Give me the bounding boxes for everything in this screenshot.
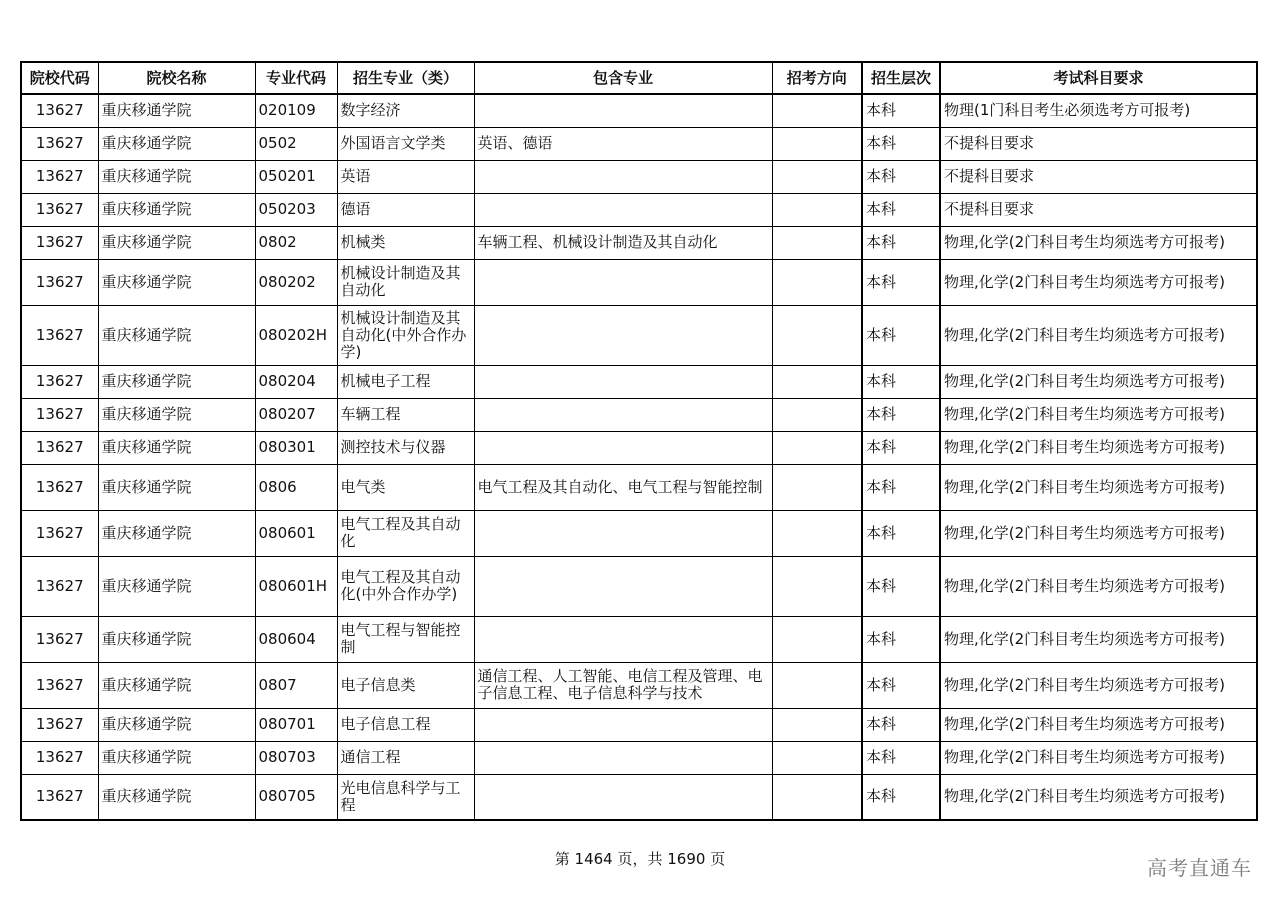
cell-school-name: 重庆移通学院 — [98, 226, 255, 259]
cell-school-name: 重庆移通学院 — [98, 616, 255, 662]
cell-subject-requirement: 物理,化学(2门科目考生均须选考方可报考) — [940, 259, 1257, 305]
cell-direction — [772, 556, 862, 616]
cell-school-code: 13627 — [21, 365, 98, 398]
table-row — [21, 556, 1257, 616]
cell-included-majors — [474, 510, 772, 556]
cell-major: 通信工程 — [337, 741, 474, 774]
cell-direction — [772, 398, 862, 431]
cell-level: 本科 — [862, 708, 940, 741]
cell-school-name: 重庆移通学院 — [98, 431, 255, 464]
header-major-code: 专业代码 — [255, 62, 337, 94]
header-subject-requirement: 考试科目要求 — [940, 62, 1257, 94]
cell-included-majors — [474, 708, 772, 741]
cell-level: 本科 — [862, 398, 940, 431]
cell-direction — [772, 708, 862, 741]
cell-direction — [772, 127, 862, 160]
cell-school-name: 重庆移通学院 — [98, 94, 255, 127]
cell-included-majors — [474, 259, 772, 305]
cell-level: 本科 — [862, 616, 940, 662]
cell-level: 本科 — [862, 305, 940, 365]
cell-direction — [772, 616, 862, 662]
cell-school-code: 13627 — [21, 305, 98, 365]
table-row — [21, 464, 1257, 510]
header-level: 招生层次 — [862, 62, 940, 94]
cell-major-code: 080705 — [255, 774, 337, 820]
cell-level: 本科 — [862, 160, 940, 193]
cell-major: 机械电子工程 — [337, 365, 474, 398]
cell-major-code: 080604 — [255, 616, 337, 662]
table-row — [21, 431, 1257, 464]
cell-direction — [772, 741, 862, 774]
cell-school-name: 重庆移通学院 — [98, 741, 255, 774]
cell-direction — [772, 160, 862, 193]
cell-school-name: 重庆移通学院 — [98, 193, 255, 226]
table-row — [21, 398, 1257, 431]
page-number-footer: 第 1464 页，共 1690 页 — [554, 850, 726, 868]
cell-school-code: 13627 — [21, 510, 98, 556]
cell-level: 本科 — [862, 464, 940, 510]
cell-included-majors — [474, 616, 772, 662]
cell-direction — [772, 662, 862, 708]
table-row — [21, 662, 1257, 708]
cell-school-name: 重庆移通学院 — [98, 305, 255, 365]
cell-level: 本科 — [862, 556, 940, 616]
cell-school-code: 13627 — [21, 616, 98, 662]
table-row — [21, 259, 1257, 305]
cell-school-code: 13627 — [21, 556, 98, 616]
cell-subject-requirement: 不提科目要求 — [940, 193, 1257, 226]
cell-major: 机械设计制造及其自动化(中外合作办学) — [337, 305, 474, 365]
cell-direction — [772, 226, 862, 259]
cell-level: 本科 — [862, 365, 940, 398]
cell-included-majors — [474, 398, 772, 431]
cell-school-code: 13627 — [21, 398, 98, 431]
cell-major-code: 080202H — [255, 305, 337, 365]
cell-level: 本科 — [862, 774, 940, 820]
cell-school-name: 重庆移通学院 — [98, 160, 255, 193]
cell-subject-requirement: 物理,化学(2门科目考生均须选考方可报考) — [940, 431, 1257, 464]
cell-major: 电子信息类 — [337, 662, 474, 708]
cell-major: 测控技术与仪器 — [337, 431, 474, 464]
cell-included-majors — [474, 774, 772, 820]
cell-school-name: 重庆移通学院 — [98, 708, 255, 741]
table-row — [21, 774, 1257, 820]
cell-subject-requirement: 物理,化学(2门科目考生均须选考方可报考) — [940, 774, 1257, 820]
table-row — [21, 365, 1257, 398]
cell-major: 数字经济 — [337, 94, 474, 127]
table-row — [21, 94, 1257, 127]
cell-school-name: 重庆移通学院 — [98, 510, 255, 556]
cell-subject-requirement: 不提科目要求 — [940, 127, 1257, 160]
cell-direction — [772, 259, 862, 305]
cell-school-name: 重庆移通学院 — [98, 662, 255, 708]
table-header-row — [21, 62, 1257, 94]
cell-major-code: 080703 — [255, 741, 337, 774]
cell-major: 德语 — [337, 193, 474, 226]
cell-direction — [772, 774, 862, 820]
cell-direction — [772, 193, 862, 226]
cell-major-code: 080701 — [255, 708, 337, 741]
cell-subject-requirement: 物理,化学(2门科目考生均须选考方可报考) — [940, 365, 1257, 398]
cell-major-code: 0802 — [255, 226, 337, 259]
header-direction: 招考方向 — [772, 62, 862, 94]
cell-school-code: 13627 — [21, 193, 98, 226]
cell-subject-requirement: 物理,化学(2门科目考生均须选考方可报考) — [940, 464, 1257, 510]
cell-major-code: 050203 — [255, 193, 337, 226]
cell-level: 本科 — [862, 193, 940, 226]
cell-level: 本科 — [862, 226, 940, 259]
table-row — [21, 510, 1257, 556]
cell-direction — [772, 510, 862, 556]
cell-included-majors — [474, 193, 772, 226]
cell-school-name: 重庆移通学院 — [98, 464, 255, 510]
cell-school-code: 13627 — [21, 708, 98, 741]
header-school-code: 院校代码 — [21, 62, 98, 94]
cell-school-code: 13627 — [21, 226, 98, 259]
header-major: 招生专业（类） — [337, 62, 474, 94]
table-row — [21, 741, 1257, 774]
table-row — [21, 127, 1257, 160]
cell-school-code: 13627 — [21, 464, 98, 510]
table-row — [21, 193, 1257, 226]
cell-major: 电子信息工程 — [337, 708, 474, 741]
cell-major-code: 080601H — [255, 556, 337, 616]
cell-included-majors — [474, 305, 772, 365]
cell-level: 本科 — [862, 259, 940, 305]
cell-subject-requirement: 不提科目要求 — [940, 160, 1257, 193]
cell-major: 光电信息科学与工程 — [337, 774, 474, 820]
header-included-majors: 包含专业 — [474, 62, 772, 94]
cell-level: 本科 — [862, 741, 940, 774]
cell-school-name: 重庆移通学院 — [98, 127, 255, 160]
cell-major-code: 080301 — [255, 431, 337, 464]
cell-direction — [772, 305, 862, 365]
admissions-table — [20, 61, 1258, 821]
cell-school-name: 重庆移通学院 — [98, 774, 255, 820]
cell-school-name: 重庆移通学院 — [98, 365, 255, 398]
cell-school-code: 13627 — [21, 94, 98, 127]
cell-major: 机械设计制造及其自动化 — [337, 259, 474, 305]
table-row — [21, 305, 1257, 365]
cell-subject-requirement: 物理(1门科目考生必须选考方可报考) — [940, 94, 1257, 127]
cell-included-majors: 通信工程、人工智能、电信工程及管理、电子信息工程、电子信息科学与技术 — [474, 662, 772, 708]
table-row — [21, 226, 1257, 259]
cell-school-code: 13627 — [21, 431, 98, 464]
cell-included-majors: 车辆工程、机械设计制造及其自动化 — [474, 226, 772, 259]
cell-direction — [772, 365, 862, 398]
cell-major: 车辆工程 — [337, 398, 474, 431]
cell-school-code: 13627 — [21, 662, 98, 708]
cell-included-majors — [474, 556, 772, 616]
cell-subject-requirement: 物理,化学(2门科目考生均须选考方可报考) — [940, 510, 1257, 556]
cell-major-code: 080207 — [255, 398, 337, 431]
cell-major: 机械类 — [337, 226, 474, 259]
cell-level: 本科 — [862, 510, 940, 556]
cell-included-majors — [474, 94, 772, 127]
header-school-name: 院校名称 — [98, 62, 255, 94]
cell-included-majors — [474, 160, 772, 193]
cell-direction — [772, 94, 862, 127]
cell-school-code: 13627 — [21, 774, 98, 820]
cell-school-name: 重庆移通学院 — [98, 259, 255, 305]
cell-major-code: 080202 — [255, 259, 337, 305]
cell-school-code: 13627 — [21, 160, 98, 193]
cell-direction — [772, 464, 862, 510]
table-row — [21, 708, 1257, 741]
table-row — [21, 160, 1257, 193]
cell-major-code: 050201 — [255, 160, 337, 193]
cell-major: 英语 — [337, 160, 474, 193]
cell-major: 电气工程及其自动化(中外合作办学) — [337, 556, 474, 616]
cell-major: 电气类 — [337, 464, 474, 510]
cell-major: 电气工程与智能控制 — [337, 616, 474, 662]
cell-included-majors: 电气工程及其自动化、电气工程与智能控制 — [474, 464, 772, 510]
cell-direction — [772, 431, 862, 464]
cell-level: 本科 — [862, 127, 940, 160]
cell-included-majors — [474, 431, 772, 464]
cell-major-code: 0502 — [255, 127, 337, 160]
cell-major-code: 0806 — [255, 464, 337, 510]
cell-subject-requirement: 物理,化学(2门科目考生均须选考方可报考) — [940, 556, 1257, 616]
cell-school-code: 13627 — [21, 741, 98, 774]
cell-subject-requirement: 物理,化学(2门科目考生均须选考方可报考) — [940, 708, 1257, 741]
cell-level: 本科 — [862, 662, 940, 708]
cell-school-code: 13627 — [21, 259, 98, 305]
cell-school-name: 重庆移通学院 — [98, 398, 255, 431]
cell-major: 外国语言文学类 — [337, 127, 474, 160]
cell-subject-requirement: 物理,化学(2门科目考生均须选考方可报考) — [940, 662, 1257, 708]
table-row — [21, 616, 1257, 662]
cell-major-code: 080204 — [255, 365, 337, 398]
cell-included-majors: 英语、德语 — [474, 127, 772, 160]
cell-level: 本科 — [862, 431, 940, 464]
cell-included-majors — [474, 741, 772, 774]
cell-school-code: 13627 — [21, 127, 98, 160]
cell-major-code: 080601 — [255, 510, 337, 556]
cell-level: 本科 — [862, 94, 940, 127]
cell-subject-requirement: 物理,化学(2门科目考生均须选考方可报考) — [940, 741, 1257, 774]
cell-major-code: 020109 — [255, 94, 337, 127]
cell-subject-requirement: 物理,化学(2门科目考生均须选考方可报考) — [940, 398, 1257, 431]
cell-school-name: 重庆移通学院 — [98, 556, 255, 616]
cell-major-code: 0807 — [255, 662, 337, 708]
cell-subject-requirement: 物理,化学(2门科目考生均须选考方可报考) — [940, 616, 1257, 662]
cell-subject-requirement: 物理,化学(2门科目考生均须选考方可报考) — [940, 305, 1257, 365]
cell-subject-requirement: 物理,化学(2门科目考生均须选考方可报考) — [940, 226, 1257, 259]
cell-major: 电气工程及其自动化 — [337, 510, 474, 556]
cell-included-majors — [474, 365, 772, 398]
watermark-text: 高考直通车 — [1147, 856, 1252, 880]
